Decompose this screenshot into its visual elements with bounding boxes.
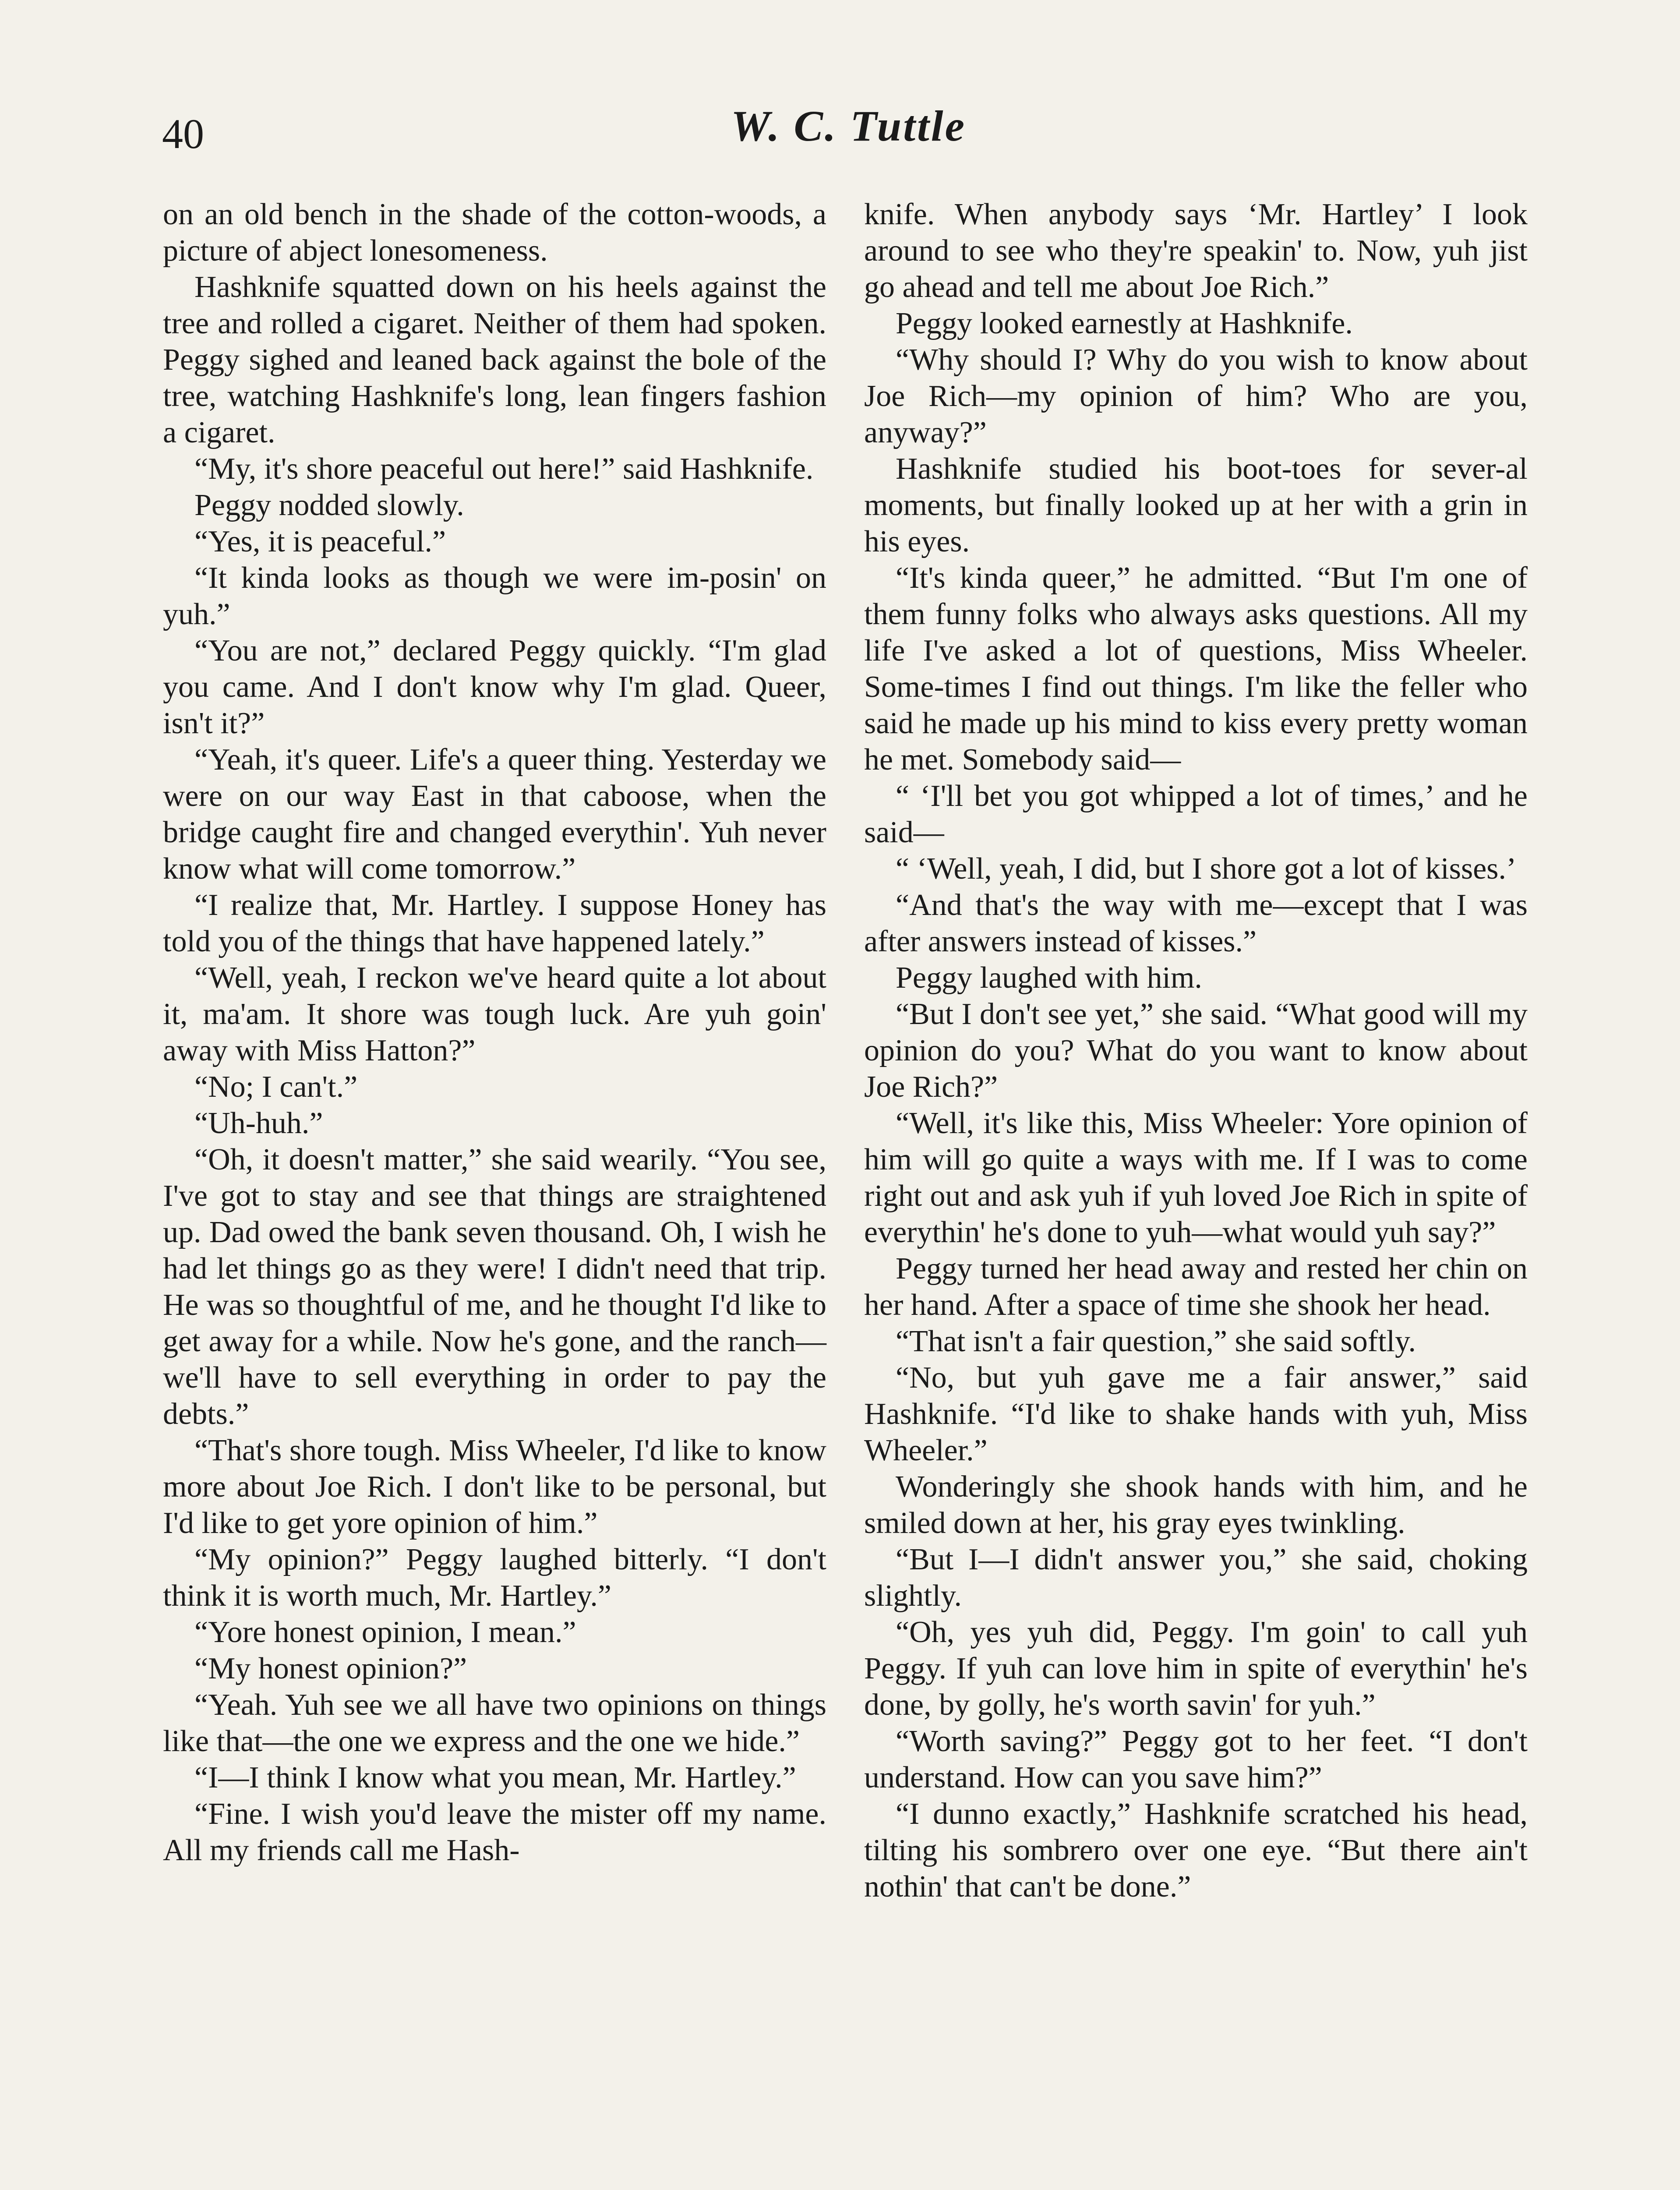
paragraph: “My honest opinion?” — [194, 1652, 467, 1685]
paragraph: “Why should I? Why do you wish to know about Joe Rich—my opinion of him? Who are you, anyway?” — [864, 343, 1528, 449]
paragraph: “Uh-huh.” — [194, 1106, 323, 1140]
page-number: 40 — [162, 110, 204, 157]
paragraph: “Worth saving?” Peggy got to her feet. “I don't understand. How can you save him?” — [864, 1724, 1528, 1794]
paragraph: “Oh, yes yuh did, Peggy. I'm goin' to call yuh Peggy. If yuh can love him in spite of everythin' he's done, by golly, he's worth savin' for yuh.” — [864, 1615, 1528, 1722]
left-text-column — [163, 196, 826, 1869]
paragraph: “I—I think I know what you mean, Mr. Hartley.” — [194, 1761, 796, 1794]
paragraph: “And that's the way with me—except that I was after answers instead of kisses.” — [864, 888, 1528, 958]
paragraph: “I realize that, Mr. Hartley. I suppose Honey has told you of the things that have happened lately.” — [163, 888, 826, 958]
paragraph: Peggy laughed with him. — [896, 961, 1202, 995]
paragraph: “No; I can't.” — [194, 1070, 358, 1104]
paragraph: “You are not,” declared Peggy quickly. “I'm glad you came. And I don't know why I'm glad. Queer, isn't it?” — [163, 634, 826, 740]
paragraph: “Well, it's like this, Miss Wheeler: Yore opinion of him will go quite a ways with me. If I was to come right out and ask yuh if yuh loved Joe Rich in spite of everythin' he's done to yuh—what would yuh say?” — [864, 1106, 1528, 1249]
paragraph: “That isn't a fair question,” she said softly. — [896, 1325, 1416, 1358]
paragraph: Hashknife squatted down on his heels against the tree and rolled a cigaret. Neither of them had spoken. Peggy sighed and leaned back against the bole of the tree, watching Hashknife's long, lean fingers fashion a cigaret. — [163, 270, 826, 449]
page-header — [162, 101, 1535, 171]
paragraph: “But I don't see yet,” she said. “What good will my opinion do you? What do you want to know about Joe Rich?” — [864, 997, 1528, 1104]
right-text-column — [864, 196, 1528, 1905]
paragraph: Peggy turned her head away and rested her chin on her hand. After a space of time she shook her head. — [864, 1252, 1528, 1322]
paragraph: “It kinda looks as though we were im-posin' on yuh.” — [163, 561, 826, 631]
running-title: W. C. Tuttle — [731, 102, 966, 150]
paragraph: on an old bench in the shade of the cotton-woods, a picture of abject lonesomeness. — [163, 198, 826, 268]
paragraph: “ ‘I'll bet you got whipped a lot of times,’ and he said— — [864, 779, 1528, 849]
paragraph: Peggy nodded slowly. — [194, 488, 464, 522]
paragraph: “Well, yeah, I reckon we've heard quite a lot about it, ma'am. It shore was tough luck. Are yuh goin' away with Miss Hatton?” — [163, 961, 826, 1067]
paragraph: knife. When anybody says ‘Mr. Hartley’ I look around to see who they're speakin' to. Now, yuh jist go ahead and tell me about Joe Rich.” — [864, 198, 1528, 304]
paragraph: “Yeah, it's queer. Life's a queer thing. Yesterday we were on our way East in that caboose, when the bridge caught fire and changed everythin'. Yuh never know what will come tomorrow.” — [163, 743, 826, 886]
paragraph: “Yeah. Yuh see we all have two opinions on things like that—the one we express and the one we hide.” — [163, 1688, 826, 1758]
paragraph: “It's kinda queer,” he admitted. “But I'm one of them funny folks who always asks questions. All my life I've asked a lot of questions, Miss Wheeler. Some-times I find out things. I'm like the feller who said he made up his mind to kiss every pretty woman he met. Somebody said— — [864, 561, 1528, 777]
paragraph: Hashknife studied his boot-toes for sever-al moments, but finally looked up at her with a grin in his eyes. — [864, 452, 1528, 558]
paragraph: “But I—I didn't answer you,” she said, choking slightly. — [864, 1543, 1528, 1613]
paragraph: “ ‘Well, yeah, I did, but I shore got a lot of kisses.’ — [896, 852, 1517, 886]
paragraph: Wonderingly she shook hands with him, and he smiled down at her, his gray eyes twinkling. — [864, 1470, 1528, 1540]
paragraph: “Fine. I wish you'd leave the mister off my name. All my friends call me Hash- — [163, 1797, 826, 1867]
paragraph: Peggy looked earnestly at Hashknife. — [896, 307, 1353, 340]
paragraph: “No, but yuh gave me a fair answer,” said Hashknife. “I'd like to shake hands with yuh, Miss Wheeler.” — [864, 1361, 1528, 1467]
paragraph: “That's shore tough. Miss Wheeler, I'd like to know more about Joe Rich. I don't like to be personal, but I'd like to get yore opinion of him.” — [163, 1434, 826, 1540]
paragraph: “My, it's shore peaceful out here!” said Hashknife. — [194, 452, 814, 486]
paragraph: “Yore honest opinion, I mean.” — [194, 1615, 576, 1649]
paragraph: “Yes, it is peaceful.” — [194, 525, 446, 558]
paragraph: “My opinion?” Peggy laughed bitterly. “I don't think it is worth much, Mr. Hartley.” — [163, 1543, 826, 1613]
paragraph: “Oh, it doesn't matter,” she said wearily. “You see, I've got to stay and see that things are straightened up. Dad owed the bank seven thousand. Oh, I wish he had let things go as they were! I didn't need that trip. He was so thoughtful of me, and he thought I'd like to get away for a while. Now he's gone, and the ranch—we'll have to sell everything in order to pay the debts.” — [163, 1143, 826, 1431]
paragraph: “I dunno exactly,” Hashknife scratched his head, tilting his sombrero over one eye. “But there ain't nothin' that can't be done.” — [864, 1797, 1528, 1904]
